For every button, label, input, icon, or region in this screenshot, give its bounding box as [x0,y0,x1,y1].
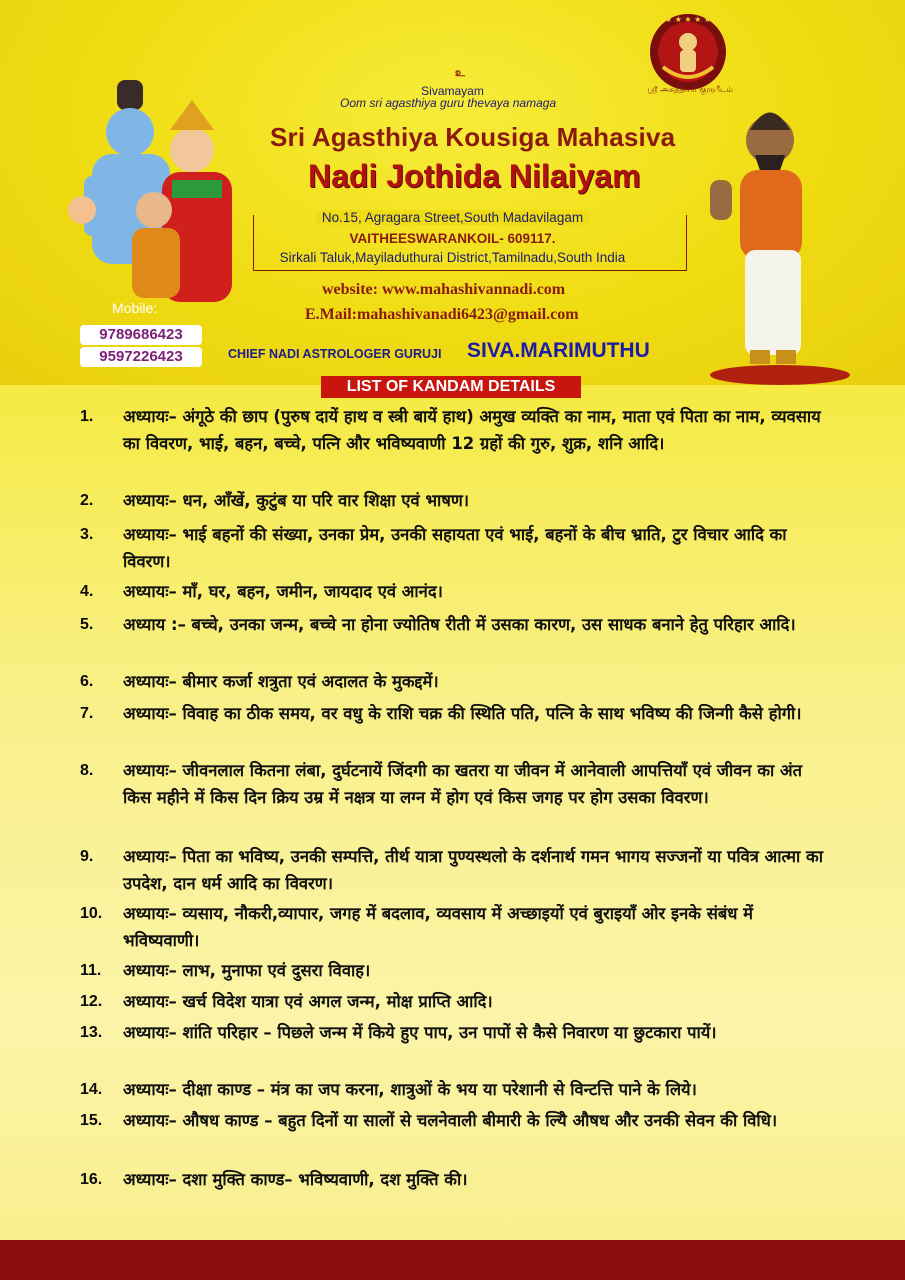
guru-name: SIVA.MARIMUTHU [467,339,650,362]
item-text: अध्यायः– धन, आँखें, कुटुंब या परि वार शिक्षा एवं भाषण। [123,491,470,510]
item-number: 14. [80,1081,103,1098]
item-text: अध्याय :– बच्चे, उनका जन्म, बच्चे ना होना ज्योतिष रीती में उसका कारण, उस साधक बनाने हेतु परिहार आदि। [123,615,796,634]
footer-bar [0,1240,905,1280]
gurupeedam-logo [643,12,733,92]
address-line-1: No.15, Agragara Street,South Madavilagam [0,210,905,225]
website-link[interactable]: website: www.mahashivannadi.com [322,281,566,298]
item-number: 6. [80,673,94,690]
item-text: अध्यायः– पिता का भविष्य, उनकी सम्पत्ति, तीर्थ यात्रा पुण्यस्थलो के दर्शनार्थ गमन भागय सज्जनों या पवित्र आत्मा का उपदेश, दान धर्म आदि का विवरण। [123,847,823,893]
item-text: अध्यायः– विवाह का ठीक समय, वर वधु के राशि चक्र की स्थिति पति, पत्नि के साथ भविष्य की जिन्गी कैसे होगी। [123,704,802,723]
item-number: 2. [80,492,94,509]
item-number: 12. [80,993,103,1010]
item-text: अध्यायः– खर्च विदेश यात्रा एवं अगल जन्म, मोक्ष प्राप्ति आदि। [123,992,493,1011]
address-line-2: VAITHEESWARANKOIL- 609117. [349,231,556,246]
sivamayam-text: Sivamayam [421,84,484,98]
item-number: 15. [80,1112,103,1129]
kandam-list-title: LIST OF KANDAM DETAILS [321,376,581,398]
tamil-pillaiyar-suzhi: உ [455,66,465,79]
title-line-2: Nadi Jothida Nilaiyam [308,158,641,194]
svg-text:★ ★ ★ ★ ★: ★ ★ ★ ★ ★ [664,15,712,24]
item-text: अध्यायः– दशा मुक्ति काण्ड– भविष्यवाणी, दश मुक्ति की। [123,1170,468,1189]
item-text: अध्यायः– भाई बहनों की संख्या, उनका प्रेम, उनकी सहायता एवं भाई, बहनों के बीच भ्राति, टुर विचार आदि का विवरण। [123,525,787,571]
phone-number-1[interactable]: 9789686423 [80,325,202,345]
item-text: अध्यायः– अंगूठे की छाप (पुरुष दायें हाथ व स्त्री बायें हाथ) अमुख व्यक्ति का नाम, माता एवं पिता का नाम, व्यवसाय का विवरण, भाई, बहन, बच्चे, पत्नि और भविष्यवाणी 12 ग्रहों की गुरु, शुक्र, शनि आदि। [123,407,821,453]
item-text: अध्यायः– बीमार कर्जा शत्रुता एवं अदालत के मुकद्दमें। [123,672,439,691]
title-line-1: Sri Agasthiya Kousiga Mahasiva [270,122,676,152]
item-number: 16. [80,1171,103,1188]
item-text: अध्यायः– जीवनलाल कितना लंबा, दुर्घटनायें जिंदगी का खतरा या जीवन में आनेवाली आपत्तियाँ एवं जीवन का अंत किस महीने में किस दिन क्रिय उम्र में नक्षत्र या लग्न में होग एवं किस जगह पर होग उसका विवरण। [123,761,803,807]
item-text: अध्यायः– औषध काण्ड – बहुत दिनों या सालों से चलनेवाली बीमारी के ल्यिे औषध और उनकी सेवन की विधि। [123,1111,778,1130]
item-number: 10. [80,905,103,922]
item-number: 4. [80,583,94,600]
item-number: 9. [80,848,94,865]
item-number: 3. [80,526,94,543]
phone-number-2[interactable]: 9597226423 [80,347,202,367]
mobile-label: Mobile: [112,300,158,316]
address-line-3: Sirkali Taluk,Mayiladuthurai District,Tamilnadu,South India [279,250,626,265]
item-text: अध्यायः– दीक्षा काण्ड – मंत्र का जप करना, शात्रुओं के भय या परेशानी से विन्टत्ति पाने के लिये। [123,1080,697,1099]
item-text: अध्यायः– शांति परिहार – पिछले जन्म में किये हुए पाप, उन पापों से कैसे निवारण या छुटकारा पायें। [123,1023,717,1042]
item-number: 13. [80,1024,103,1041]
deity-family-illustration [62,80,252,320]
item-number: 5. [80,616,94,633]
logo-caption: ஸ்ரீ அகத்தியர் குருபீடம் [647,85,733,94]
item-text: अध्यायः– व्यसाय, नौकरी,व्यापार, जगह में बदलाव, व्यवसाय में अच्छाइयों एवं बुराइयाँ ओर इनके संबंध में भविष्यवाणी। [123,904,754,950]
email-link[interactable]: E.Mail:mahashivanadi6423@gmail.com [305,306,579,323]
item-number: 7. [80,705,94,722]
item-text: अध्यायः– माँ, घर, बहन, जमीन, जायदाद एवं आनंद। [123,582,443,601]
item-number: 11. [80,962,102,979]
item-number: 1. [80,408,94,425]
item-text: अध्यायः– लाभ, मुनाफा एवं दुसरा विवाह। [123,961,371,980]
header-banner [0,0,905,385]
item-number: 8. [80,762,94,779]
invocation-text: Oom sri agasthiya guru thevaya namaga [340,96,557,110]
chief-astrologer-label: CHIEF NADI ASTROLOGER GURUJI [228,347,442,361]
